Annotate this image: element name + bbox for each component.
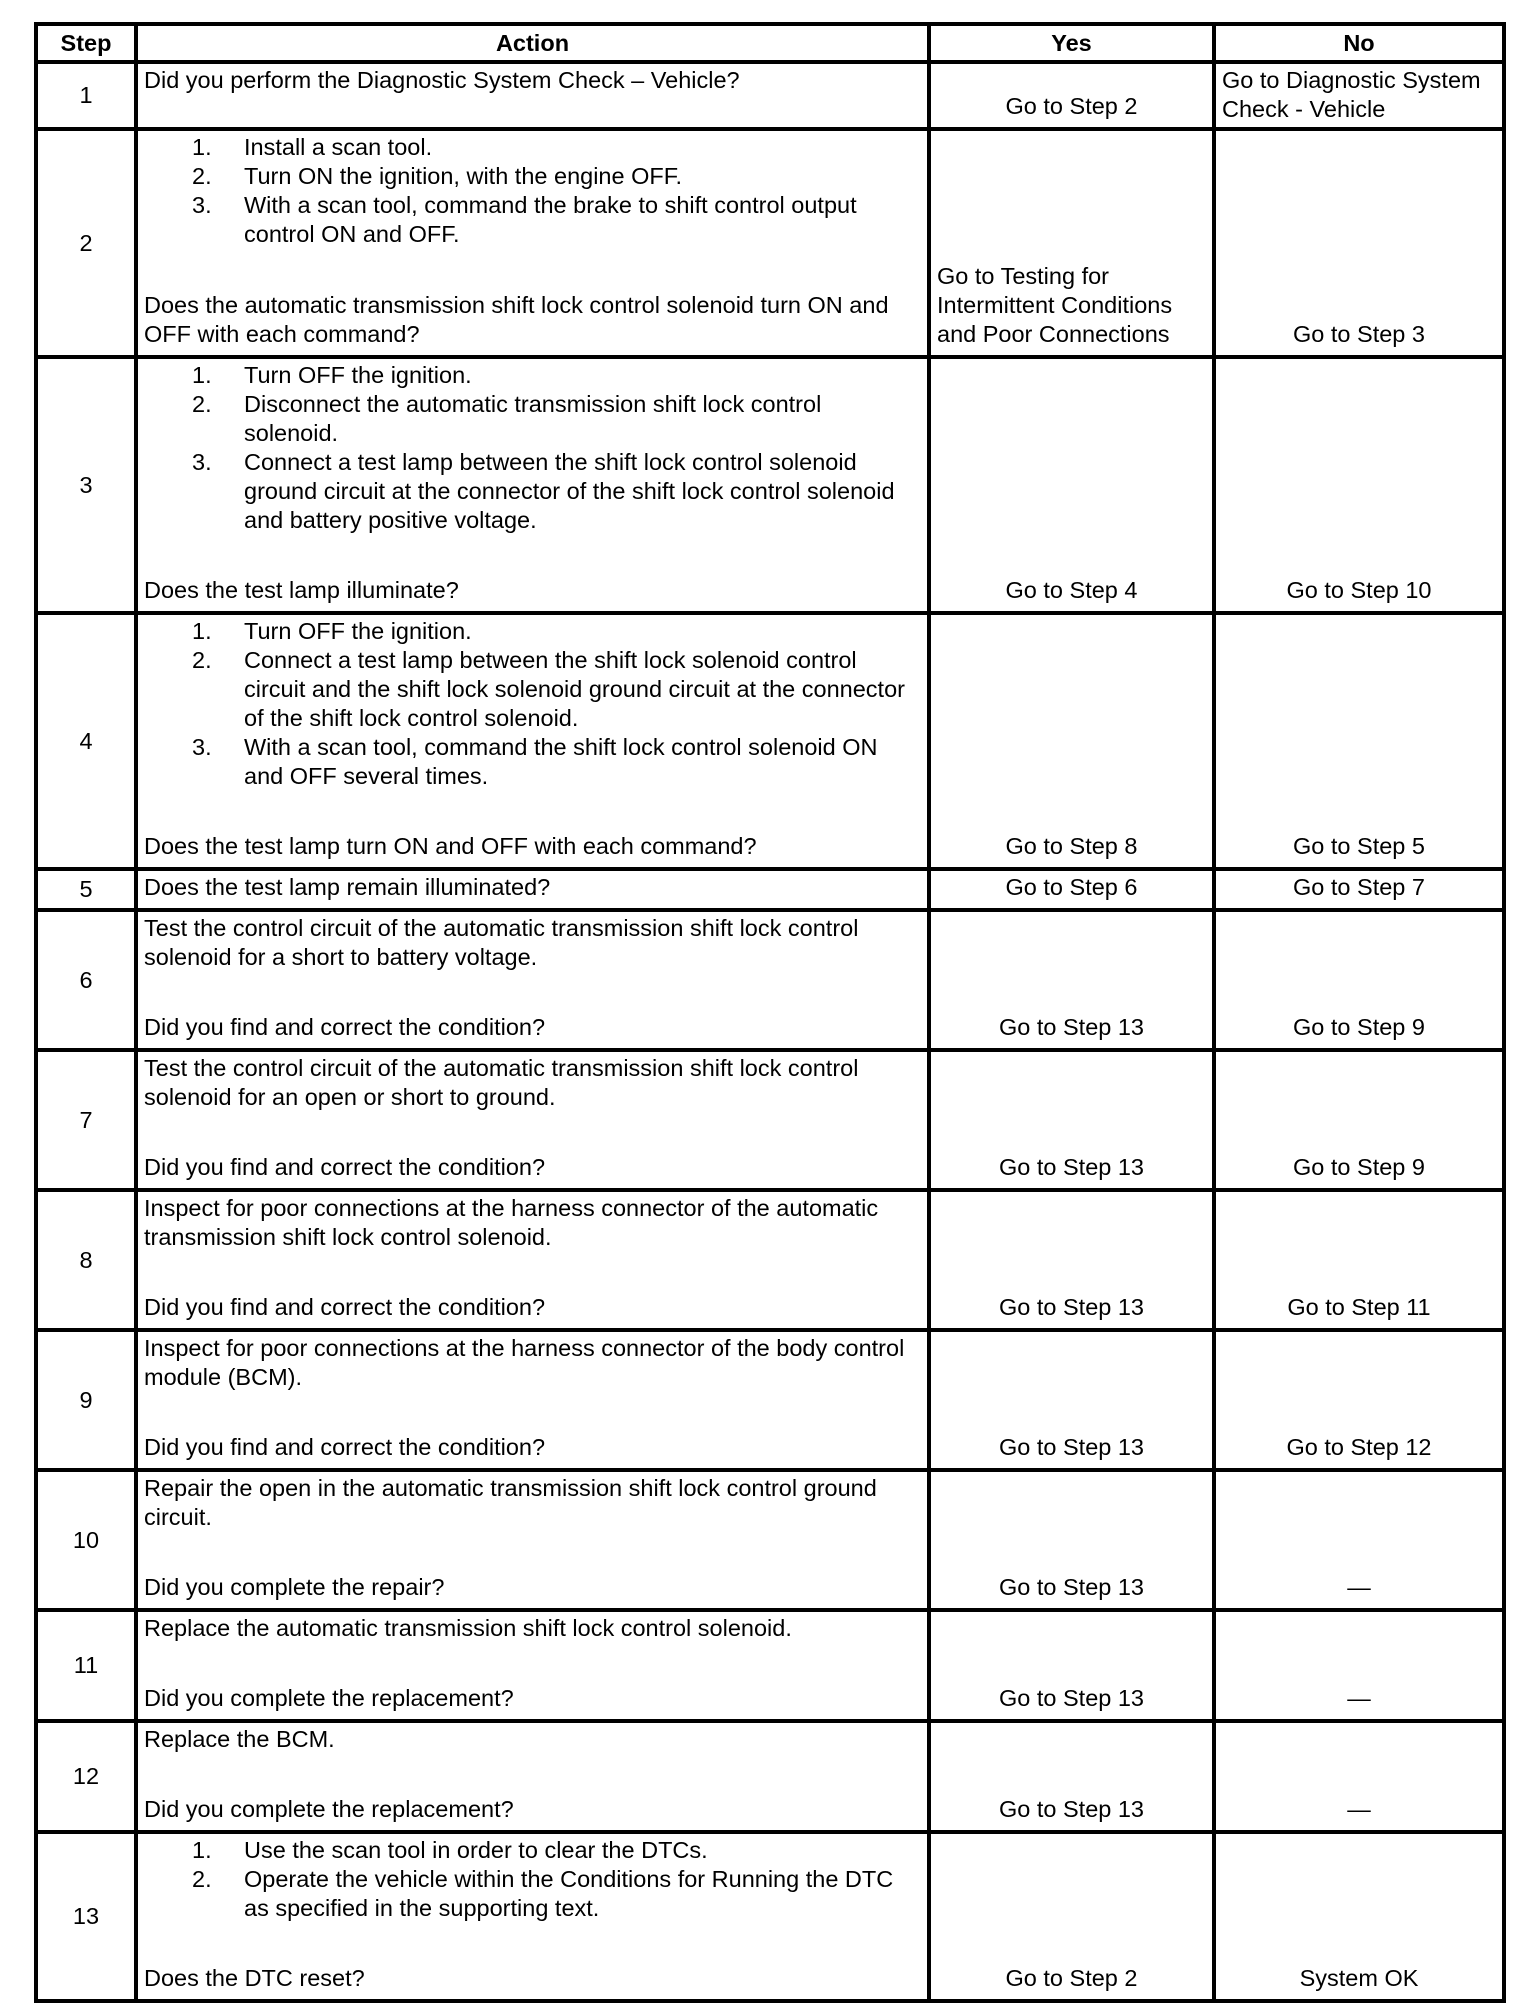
yes-result: Go to Step 13 [998,1574,1145,1600]
procedure-step-text: Turn ON the ignition, with the engine OFF. [244,163,683,189]
step-number: 7 [36,1050,136,1190]
procedure-step [192,1836,921,1865]
action-cell [136,910,929,1050]
table-row [36,1050,1504,1190]
action-instruction: Repair the open in the automatic transmission shift lock control ground circuit. [144,1475,877,1530]
procedure-step-text: Use the scan tool in order to clear the DTCs. [244,1837,708,1863]
yes-cell [929,1050,1214,1190]
step-number: 4 [36,613,136,869]
no-cell [1214,357,1504,613]
action-cell [136,613,929,869]
action-question: Did you complete the repair? [144,1574,445,1600]
step-number: 10 [36,1470,136,1610]
step-number: 13 [36,1832,136,2001]
no-cell [1214,1050,1504,1190]
action-question: Does the test lamp remain illuminated? [144,874,551,900]
yes-result: Go to Step 13 [998,1154,1145,1180]
step-number: 9 [36,1330,136,1470]
procedure-step-number: 1. [192,362,212,388]
no-cell [1214,1610,1504,1721]
procedure-step-text: With a scan tool, command the brake to shift control output control ON and OFF. [244,192,857,247]
procedure-step-text: Operate the vehicle within the Conditions for Running the DTC as specified in the supporting text. [244,1866,894,1921]
table-row [36,1190,1504,1330]
procedure-list [144,361,921,535]
yes-result: Go to Step 13 [998,1294,1145,1320]
yes-cell [929,1832,1214,2001]
step-number: 3 [36,357,136,613]
procedure-step-number: 3. [192,734,212,760]
action-question: Did you complete the replacement? [144,1685,514,1711]
action-question: Did you find and correct the condition? [144,1154,546,1180]
no-result: — [1347,1796,1371,1822]
action-cell [136,1721,929,1832]
step-number: 5 [36,869,136,910]
yes-result: Go to Step 13 [998,1014,1145,1040]
yes-cell [929,1721,1214,1832]
action-cell [136,1832,929,2001]
no-result: Go to Diagnostic System Check - Vehicle [1222,67,1481,122]
step-number: 11 [36,1610,136,1721]
yes-cell [929,613,1214,869]
procedure-step-text: Connect a test lamp between the shift lock control solenoid ground circuit at the connector of the shift lock control solenoid and battery positive voltage. [244,449,895,533]
no-result: Go to Step 5 [1293,833,1425,859]
table-row [36,1832,1504,2001]
step-number: 12 [36,1721,136,1832]
yes-cell [929,910,1214,1050]
action-instruction: Test the control circuit of the automatic transmission shift lock control solenoid for an open or short to ground. [144,1055,859,1110]
procedure-step-text: Install a scan tool. [244,134,433,160]
table-row [36,129,1504,357]
no-cell [1214,869,1504,910]
header-step: Step [36,24,136,62]
table-row [36,1330,1504,1470]
procedure-list [144,617,921,791]
procedure-list [144,1836,921,1923]
action-cell [136,1050,929,1190]
action-cell [136,1190,929,1330]
no-cell [1214,1832,1504,2001]
table-row [36,1470,1504,1610]
action-cell [136,1610,929,1721]
yes-result: Go to Step 13 [998,1685,1145,1711]
table-row [36,1610,1504,1721]
procedure-step [192,646,921,733]
table-row [36,1721,1504,1832]
action-question: Does the test lamp illuminate? [144,577,459,603]
procedure-step-number: 3. [192,449,212,475]
procedure-step [192,162,921,191]
procedure-step-number: 2. [192,1866,212,1892]
action-question: Did you complete the replacement? [144,1796,514,1822]
yes-cell [929,1610,1214,1721]
procedure-step-number: 1. [192,134,212,160]
no-cell [1214,1721,1504,1832]
header-action: Action [136,24,929,62]
yes-result: Go to Step 13 [998,1434,1145,1460]
procedure-step-text: Connect a test lamp between the shift lock solenoid control circuit and the shift lock solenoid ground circuit at the connector of the shift lock control solenoid. [244,647,905,731]
yes-cell [929,869,1214,910]
no-cell [1214,1330,1504,1470]
no-cell [1214,1470,1504,1610]
procedure-step-number: 2. [192,391,212,417]
yes-result: Go to Step 13 [998,1796,1145,1822]
no-cell [1214,613,1504,869]
procedure-step-text: Disconnect the automatic transmission shift lock control solenoid. [244,391,822,446]
action-cell [136,357,929,613]
diagnostic-table-page [34,22,1502,2003]
yes-cell [929,357,1214,613]
yes-result: Go to Step 2 [1005,93,1138,119]
procedure-step [192,1865,921,1923]
yes-result: Go to Step 2 [1005,1965,1138,1991]
procedure-step [192,617,921,646]
action-cell [136,1470,929,1610]
action-question: Did you find and correct the condition? [144,1434,546,1460]
action-instruction: Test the control circuit of the automatic transmission shift lock control solenoid for a short to battery voltage. [144,915,859,970]
procedure-step [192,191,921,249]
no-cell [1214,910,1504,1050]
yes-cell [929,62,1214,129]
no-result: Go to Step 12 [1286,1434,1432,1460]
diagnostic-table [34,22,1506,2003]
header-yes: Yes [929,24,1214,62]
procedure-step [192,390,921,448]
no-result: — [1347,1685,1371,1711]
procedure-step-text: Turn OFF the ignition. [244,618,472,644]
action-question: Does the automatic transmission shift lock control solenoid turn ON and OFF with each command? [144,292,889,347]
table-row [36,869,1504,910]
no-cell [1214,129,1504,357]
action-instruction: Replace the BCM. [144,1726,335,1752]
action-question: Does the test lamp turn ON and OFF with each command? [144,833,757,859]
action-cell [136,869,929,910]
header-row [36,24,1504,62]
procedure-step [192,448,921,535]
no-cell [1214,62,1504,129]
no-result: Go to Step 9 [1293,1154,1425,1180]
no-result: Go to Step 9 [1293,1014,1425,1040]
table-row [36,357,1504,613]
action-instruction: Replace the automatic transmission shift lock control solenoid. [144,1615,792,1641]
header-no: No [1214,24,1504,62]
no-result: Go to Step 7 [1293,874,1425,900]
step-number: 1 [36,62,136,129]
procedure-list [144,133,921,249]
no-result: Go to Step 11 [1287,1294,1431,1320]
procedure-step-number: 1. [192,1837,212,1863]
no-result: Go to Step 10 [1286,577,1432,603]
action-instruction: Inspect for poor connections at the harness connector of the body control module (BCM). [144,1335,905,1390]
procedure-step [192,733,921,791]
action-instruction: Inspect for poor connections at the harness connector of the automatic transmission shift lock control solenoid. [144,1195,879,1250]
procedure-step-text: Turn OFF the ignition. [244,362,472,388]
action-cell [136,129,929,357]
table-row [36,613,1504,869]
no-result: Go to Step 3 [1293,321,1425,347]
procedure-step-number: 2. [192,647,212,673]
yes-cell [929,1330,1214,1470]
procedure-step-number: 2. [192,163,212,189]
yes-result: Go to Testing for Intermittent Conditions and Poor Connections [937,263,1173,347]
yes-cell [929,1190,1214,1330]
action-question: Does the DTC reset? [144,1965,365,1991]
action-question: Did you perform the Diagnostic System Check – Vehicle? [144,67,740,93]
procedure-step-number: 1. [192,618,212,644]
procedure-step-text: With a scan tool, command the shift lock control solenoid ON and OFF several times. [244,734,878,789]
step-number: 6 [36,910,136,1050]
no-result: — [1347,1574,1371,1600]
table-row [36,62,1504,129]
action-question: Did you find and correct the condition? [144,1294,546,1320]
step-number: 2 [36,129,136,357]
yes-result: Go to Step 8 [1005,833,1138,859]
procedure-step [192,361,921,390]
procedure-step-number: 3. [192,192,212,218]
no-result: System OK [1299,1965,1419,1991]
yes-cell [929,1470,1214,1610]
action-question: Did you find and correct the condition? [144,1014,546,1040]
no-cell [1214,1190,1504,1330]
yes-result: Go to Step 4 [1005,577,1138,603]
yes-cell [929,129,1214,357]
procedure-step [192,133,921,162]
step-number: 8 [36,1190,136,1330]
action-cell [136,62,929,129]
action-cell [136,1330,929,1470]
table-row [36,910,1504,1050]
yes-result: Go to Step 6 [1005,874,1138,900]
